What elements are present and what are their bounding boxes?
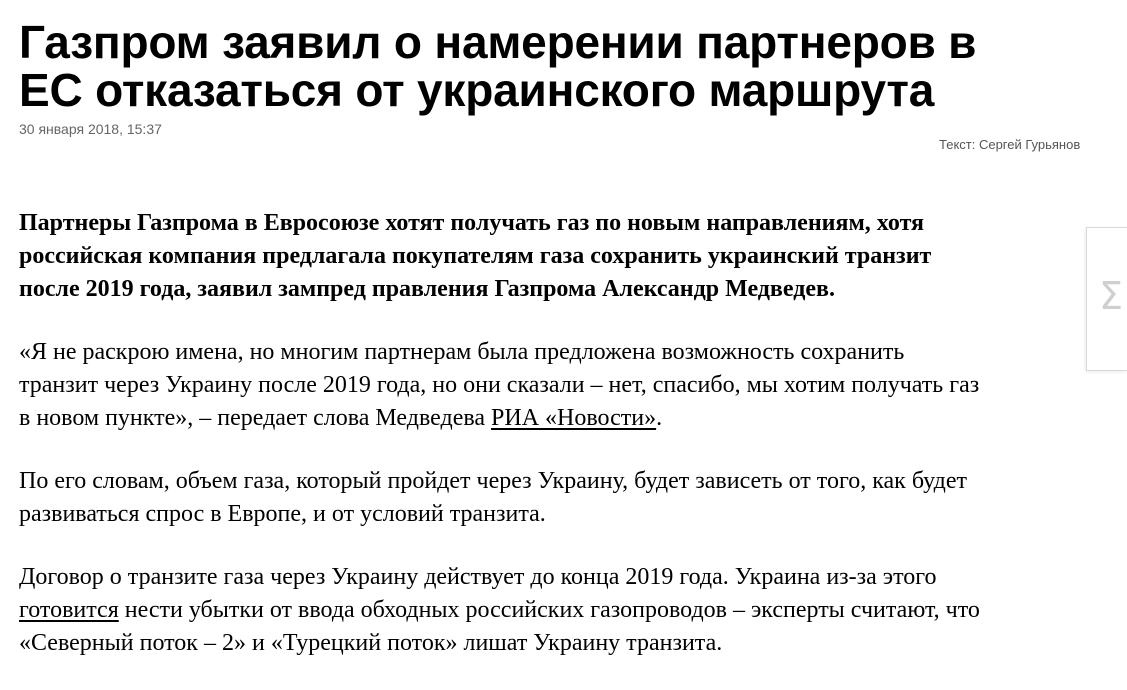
volume-paragraph — [19, 465, 1114, 531]
sigma-icon: Σ — [1099, 274, 1124, 318]
contract-line-1: Договор о транзите газа через Украину действует до конца 2019 года. Украина из-за этого — [19, 564, 937, 590]
lead-line-1: Партнеры Газпрома в Евросоюзе хотят получать газ по новым направлениям, хотя — [19, 210, 925, 236]
quote-line-1: «Я не раскрою имена, но многим партнерам была предложена возможность сохранить — [19, 339, 905, 365]
article-headline — [19, 18, 1117, 114]
prepares-link[interactable]: готовится — [19, 597, 119, 623]
article-body — [19, 207, 1114, 690]
headline-line-2: ЕС отказаться от украинского маршрута — [19, 64, 935, 116]
author-byline: Текст: Сергей Гурьянов — [939, 137, 1081, 152]
quote-line-3-end: . — [656, 405, 663, 431]
contract-line-2: нести убытки от ввода обходных российских газопроводов – эксперты считают, что — [118, 597, 980, 623]
quote-paragraph — [19, 336, 1114, 435]
lead-line-2: российская компания предлагала покупателям газа сохранить украинский транзит — [19, 243, 932, 269]
volume-line-2: развиваться спрос в Европе, и от условий транзита. — [19, 501, 546, 527]
article-header — [19, 18, 1117, 137]
quote-line-2: транзит через Украину после 2019 года, но они сказали – нет, спасибо, мы хотим получать газ — [19, 372, 980, 398]
publication-date: 30 января 2018, 15:37 — [19, 121, 162, 137]
lead-paragraph — [19, 207, 1114, 306]
side-widget-button[interactable] — [1086, 227, 1127, 371]
contract-paragraph — [19, 561, 1114, 660]
volume-line-1: По его словам, объем газа, который пройдет через Украину, будет зависеть от того, как будет — [19, 468, 967, 494]
headline-line-1: Газпром заявил о намерении партнеров в — [19, 16, 977, 68]
quote-line-3-start: в новом пункте», – передает слова Медведева — [19, 405, 492, 431]
lead-line-3: после 2019 года, заявил зампред правления Газпрома Александр Медведев. — [19, 276, 835, 302]
ria-novosti-link[interactable]: РИА «Новости» — [491, 405, 657, 431]
contract-line-3: «Северный поток – 2» и «Турецкий поток» лишат Украину транзита. — [19, 630, 723, 656]
